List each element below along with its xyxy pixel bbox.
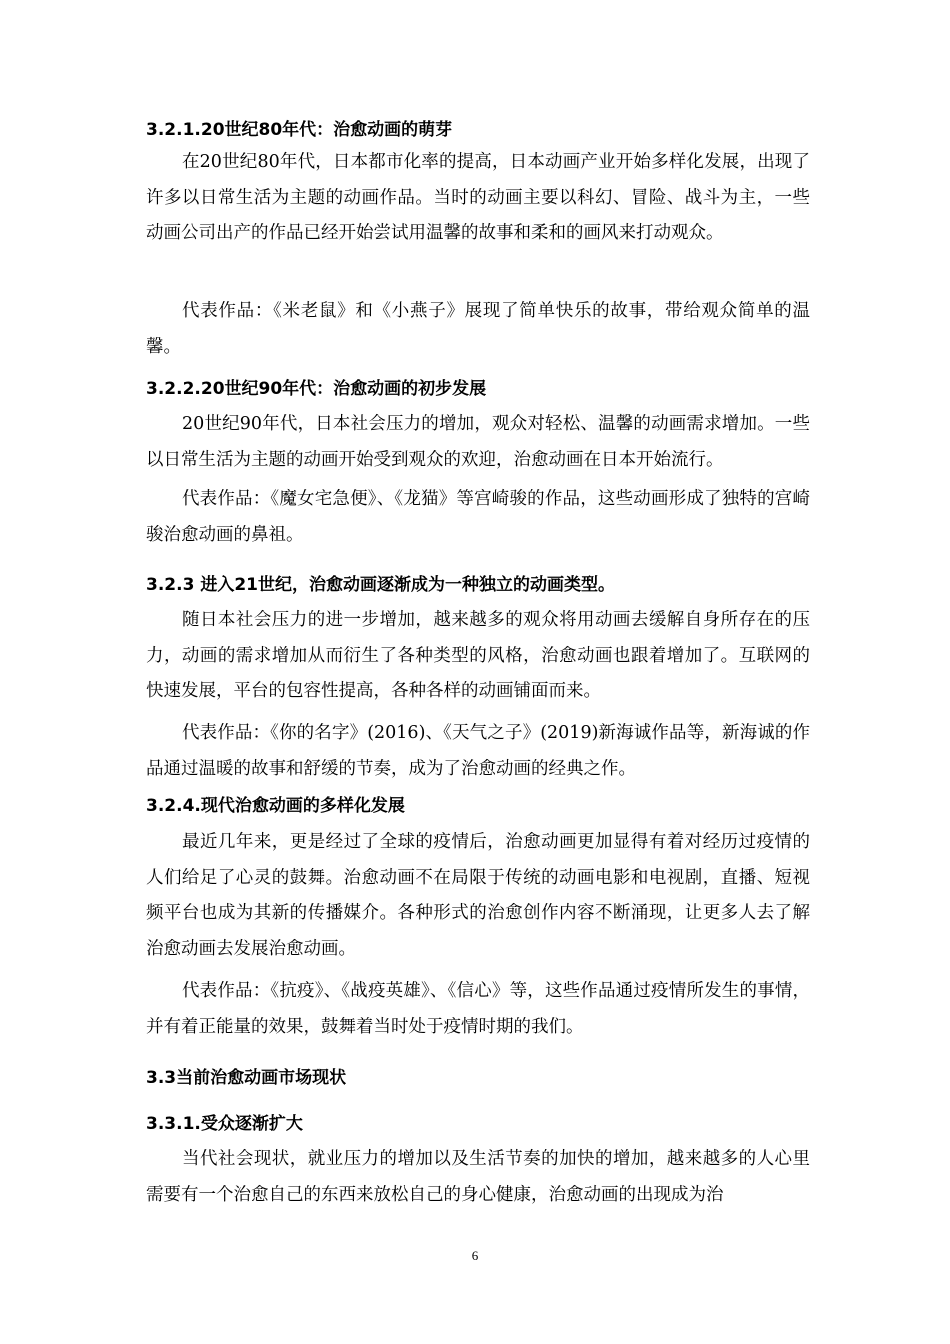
paragraph: 代表作品：《你的名字》(2016)、《天气之子》(2019)新海诚作品等，新海诚的作品通过温暖的故事和舒缓的节奏，成为了治愈动画的经典之作。	[146, 723, 810, 779]
paragraph: 代表作品：《魔女宅急便》、《龙猫》等宫崎骏的作品，这些动画形成了独特的宫崎骏治愈动画的鼻祖。	[146, 489, 810, 545]
section-heading-3-3-1: 3.3.1.受众逐渐扩大	[146, 1114, 303, 1134]
section-heading-3-2-1: 3.2.1.20世纪80年代：治愈动画的萌芽	[146, 120, 453, 140]
paragraph: 最近几年来，更是经过了全球的疫情后，治愈动画更加显得有着对经历过疫情的人们给足了心灵的鼓舞。治愈动画不在局限于传统的动画电影和电视剧，直播、短视频平台也成为其新的传播媒介。各种形式的治愈创作内容不断涌现，让更多人去了解治愈动画去发展治愈动画。	[146, 832, 810, 959]
paragraph: 20世纪90年代，日本社会压力的增加，观众对轻松、温馨的动画需求增加。一些以日常生活为主题的动画开始受到观众的欢迎，治愈动画在日本开始流行。	[146, 414, 810, 470]
paragraph: 在20世纪80年代，日本都市化率的提高，日本动画产业开始多样化发展，出现了许多以日常生活为主题的动画作品。当时的动画主要以科幻、冒险、战斗为主，一些动画公司出产的作品已经开始尝试用温馨的故事和柔和的画风来打动观众。	[146, 152, 810, 243]
page-number: 6	[471, 1248, 479, 1263]
section-heading-3-2-2: 3.2.2.20世纪90年代：治愈动画的初步发展	[146, 379, 487, 399]
paragraph: 代表作品：《米老鼠》和《小燕子》展现了简单快乐的故事，带给观众简单的温馨。	[146, 301, 810, 357]
section-heading-3-2-3: 3.2.3 进入21世纪，治愈动画逐渐成为一种独立的动画类型。	[146, 575, 615, 595]
paragraph: 代表作品：《抗疫》、《战疫英雄》、《信心》等，这些作品通过疫情所发生的事情，并有着正能量的效果，鼓舞着当时处于疫情时期的我们。	[146, 981, 810, 1037]
paragraph: 随日本社会压力的进一步增加，越来越多的观众将用动画去缓解自身所存在的压力，动画的需求增加从而衍生了各种类型的风格，治愈动画也跟着增加了。互联网的快速发展，平台的包容性提高，各种各样的动画铺面而来。	[146, 610, 810, 701]
section-heading-3-2-4: 3.2.4.现代治愈动画的多样化发展	[146, 796, 405, 816]
section-heading-3-3: 3.3当前治愈动画市场现状	[146, 1068, 347, 1088]
paragraph: 当代社会现状，就业压力的增加以及生活节奏的加快的增加，越来越多的人心里需要有一个治愈自己的东西来放松自己的身心健康，治愈动画的出现成为治	[146, 1149, 810, 1205]
